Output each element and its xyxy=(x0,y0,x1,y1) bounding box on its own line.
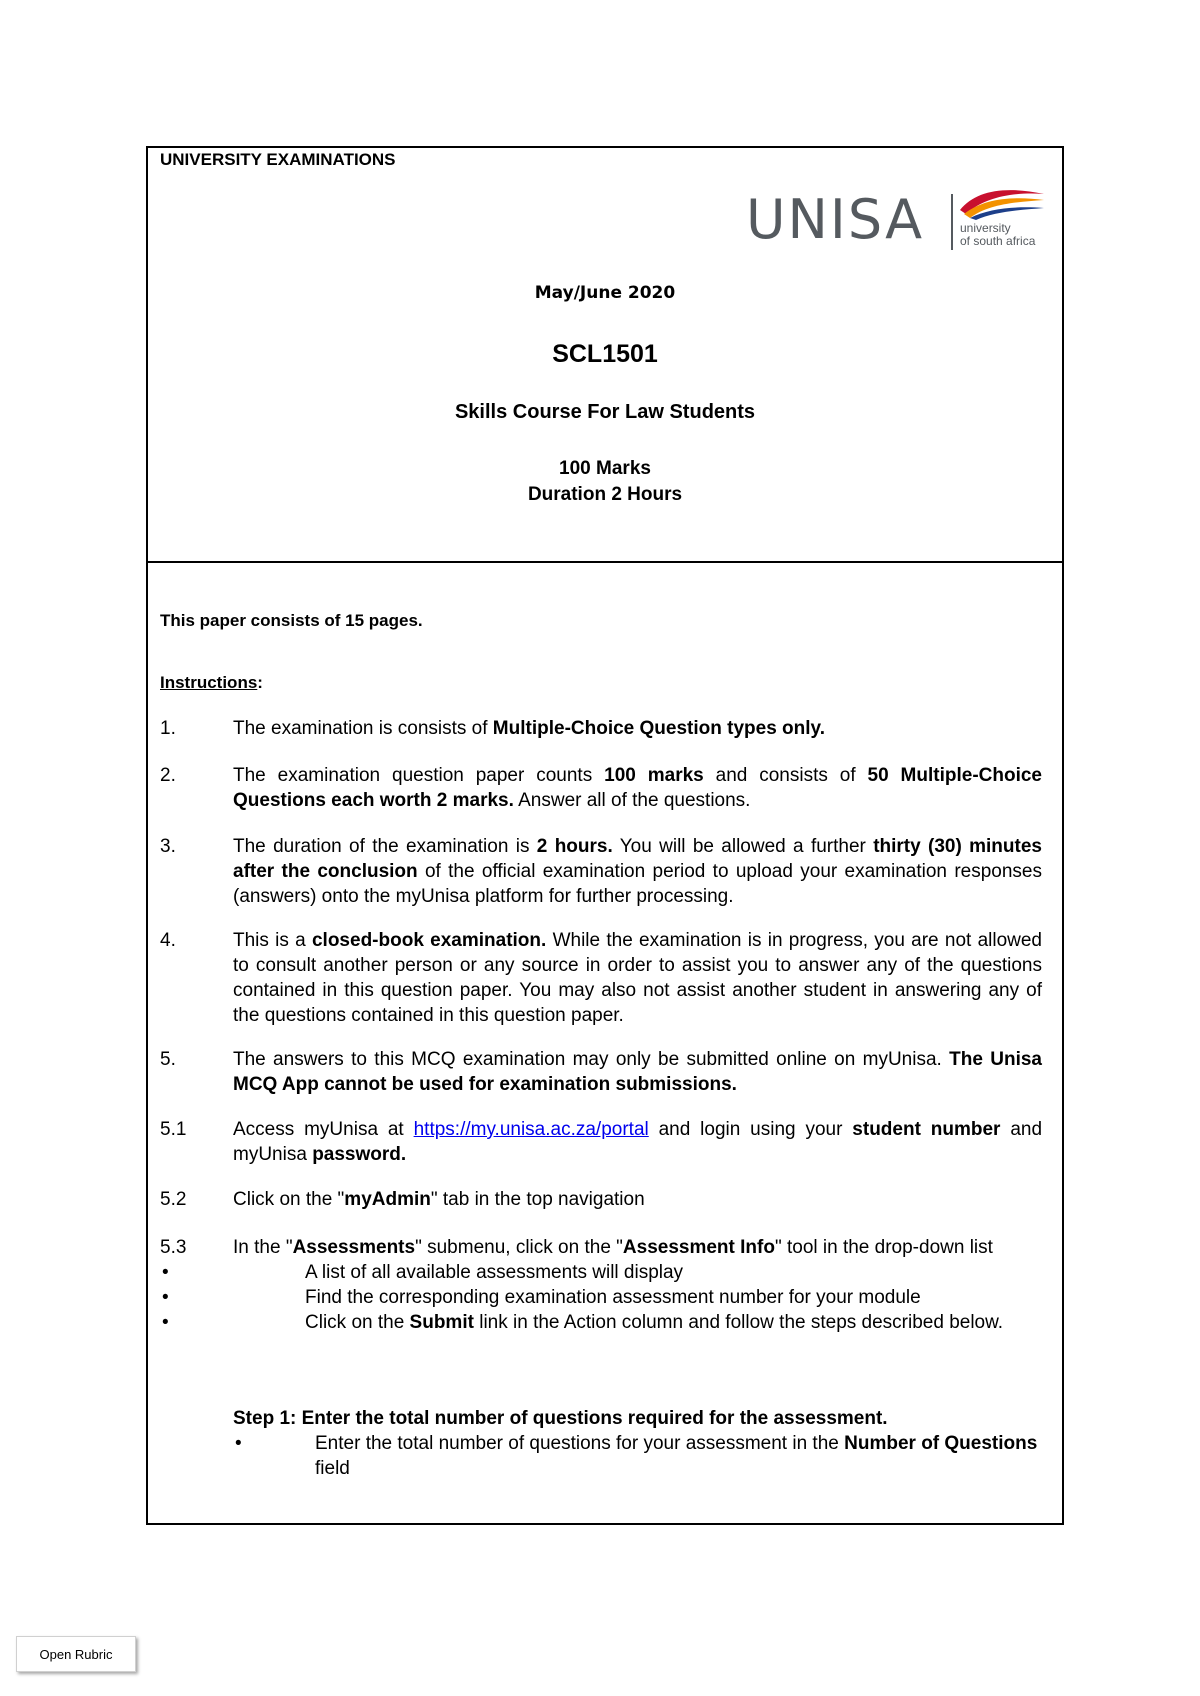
instruction-1: 1. The examination is consists of Multiple-Choice Question types only. xyxy=(160,718,825,739)
cover-box xyxy=(148,148,1062,563)
bullet-list-item: • Click on the Submit link in the Action column and follow the steps described below. xyxy=(160,1310,1042,1335)
instruction-5-3: 5.3 In the "Assessments" submenu, click on the "Assessment Info" tool in the drop-down list • A list of all available assessments will display • Find the corresponding examination assessment number for your module • Click on the Submit link in the Action column and follow the steps described below. xyxy=(160,1235,1042,1335)
logo-swoosh-icon xyxy=(956,186,1046,220)
step-1 xyxy=(160,1406,1042,1481)
step-1-heading: Step 1: Enter the total number of questions required for the assessment. xyxy=(233,1408,888,1429)
module-code: SCL1501 xyxy=(552,340,658,368)
exam-session: May/June 2020 xyxy=(534,283,676,303)
logo-subtitle: university of south africa xyxy=(960,221,1036,248)
exam-duration: Duration 2 Hours xyxy=(527,484,683,505)
myunisa-portal-link[interactable]: https://my.unisa.ac.za/portal xyxy=(413,1119,649,1140)
instruction-5: 5. The answers to this MCQ examination may only be submitted online on myUnisa. The Unisa MCQ App cannot be used for examination submissions. xyxy=(160,1049,1042,1095)
bullet-list-item: • A list of all available assessments will display xyxy=(160,1260,1042,1285)
open-rubric-button[interactable]: Open Rubric xyxy=(16,1636,136,1672)
logo-wordmark: UNISA xyxy=(746,188,925,251)
instruction-4: 4. This is a closed-book examination. While the examination is in progress, you are not allowed to consult another person or any source in order to assist you to answer any of the questions contained in this question paper. You may also not assist another student in answering any of the questions contained in this question paper. xyxy=(160,930,1042,1026)
instruction-2: 2. The examination question paper counts 100 marks and consists of 50 Multiple-Choice Questions each worth 2 marks. Answer all of the questions. xyxy=(160,765,1042,811)
instructions-box xyxy=(148,563,1062,1523)
logo-divider xyxy=(951,194,953,250)
page-count-note: This paper consists of 15 pages. xyxy=(160,611,423,630)
unisa-logo xyxy=(746,186,1046,258)
exam-heading: UNIVERSITY EXAMINATIONS xyxy=(160,150,396,169)
bullet-list-item: • Find the corresponding examination assessment number for your module xyxy=(160,1285,1042,1310)
step-1-bullet: • Enter the total number of questions for your assessment in the Number of Questions field xyxy=(233,1431,1042,1481)
exam-cover-sheet xyxy=(146,146,1064,1525)
course-title: Skills Course For Law Students xyxy=(454,401,756,423)
total-marks: 100 Marks xyxy=(559,458,651,479)
instruction-5-2: 5.2 Click on the "myAdmin" tab in the top navigation xyxy=(160,1189,645,1210)
instruction-3: 3. The duration of the examination is 2 hours. You will be allowed a further thirty (30) minutes after the conclusion of the official examination period to upload your examination responses (answers) onto the myUnisa platform for further processing. xyxy=(160,836,1042,907)
instructions-heading: Instructions: xyxy=(160,673,263,692)
instruction-5-1: 5.1 Access myUnisa at https://my.unisa.ac.za/portal and login using your student number and myUnisa password. xyxy=(160,1119,1043,1165)
